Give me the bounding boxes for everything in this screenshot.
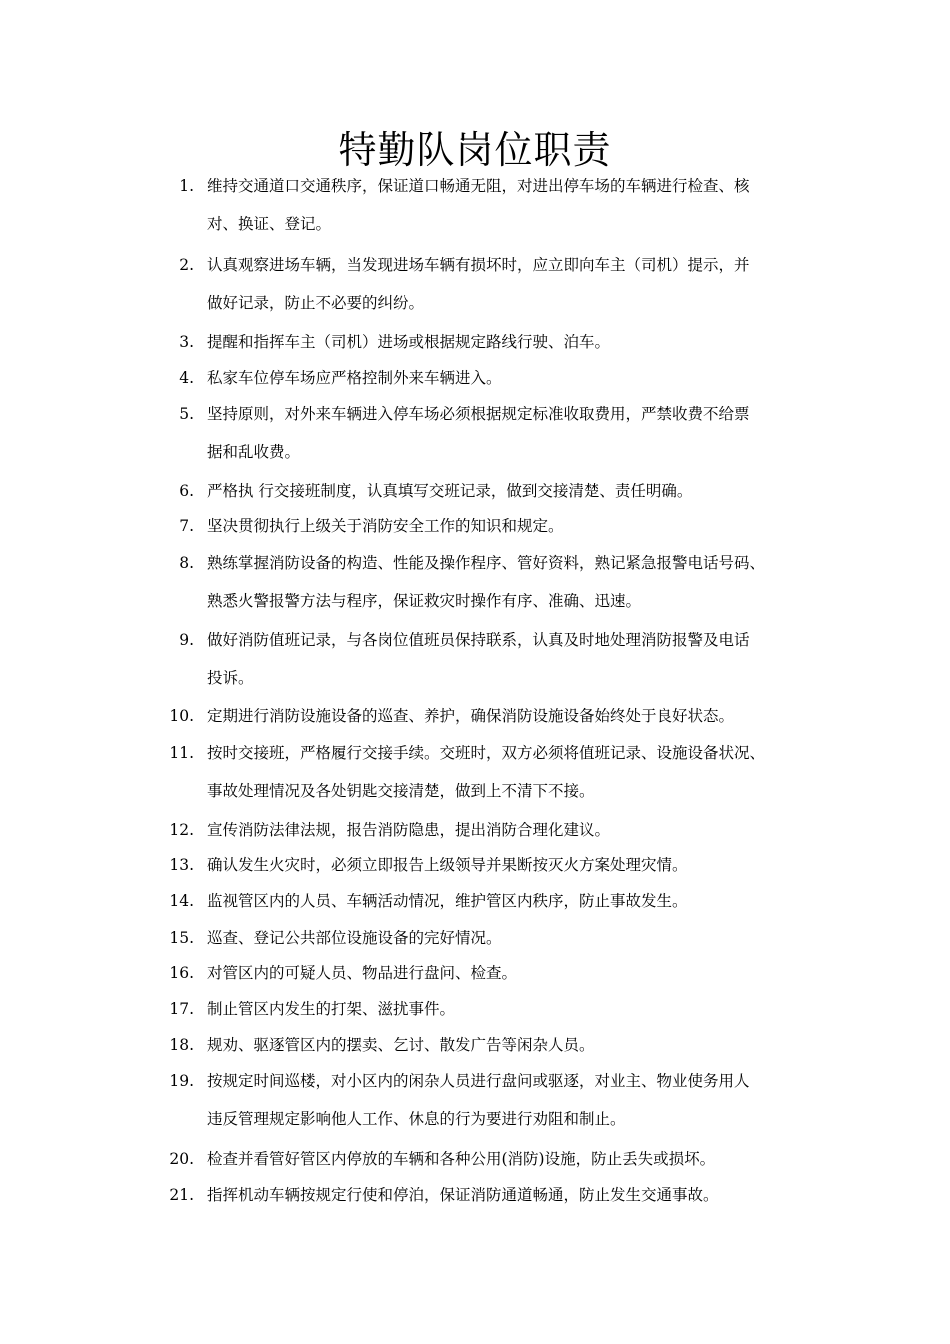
item-text: 坚决贯彻执行上级关于消防安全工作的知识和规定。 <box>207 517 564 535</box>
item-number: 6. <box>179 482 194 500</box>
item-text: 宣传消防法律法规，报告消防隐患，提出消防合理化建议。 <box>207 821 611 839</box>
item-number: 11. <box>169 744 194 762</box>
item-text: 规劝、驱逐管区内的摆卖、乞讨、散发广告等闲杂人员。 <box>207 1036 595 1054</box>
item-number: 12. <box>169 821 194 839</box>
item-text: 指挥机动车辆按规定行使和停泊，保证消防通道畅通，防止发生交通事故。 <box>207 1186 719 1204</box>
item-number: 17. <box>169 1000 194 1018</box>
item-text: 投诉。 <box>207 669 254 687</box>
item-text: 事故处理情况及各处钥匙交接清楚，做到上不清下不接。 <box>207 782 595 800</box>
item-number: 13. <box>169 856 194 874</box>
item-text: 做好消防值班记录，与各岗位值班员保持联系，认真及时地处理消防报警及电话 <box>207 631 750 649</box>
item-text: 按时交接班，严格履行交接手续。交班时，双方必须将值班记录、设施设备状况、 <box>207 744 766 762</box>
item-number: 21. <box>169 1186 194 1204</box>
item-text: 定期进行消防设施设备的巡查、养护，确保消防设施设备始终处于良好状态。 <box>207 707 735 725</box>
item-number: 8. <box>179 554 194 572</box>
item-text: 巡查、登记公共部位设施设备的完好情况。 <box>207 929 502 947</box>
item-number: 2. <box>179 256 194 274</box>
item-number: 4. <box>179 369 194 387</box>
page-title: 特勤队岗位职责 <box>338 128 612 172</box>
item-text: 确认发生火灾时，必须立即报告上级领导并果断按灭火方案处理灾情。 <box>207 856 688 874</box>
item-number: 9. <box>179 631 194 649</box>
item-number: 20. <box>169 1150 194 1168</box>
item-number: 7. <box>179 517 194 535</box>
item-text: 对管区内的可疑人员、物品进行盘问、检查。 <box>207 964 518 982</box>
item-number: 19. <box>169 1072 194 1090</box>
item-number: 15. <box>169 929 194 947</box>
item-text: 做好记录，防止不必要的纠纷。 <box>207 294 425 312</box>
item-text: 坚持原则，对外来车辆进入停车场必须根据规定标准收取费用，严禁收费不给票 <box>207 405 750 423</box>
item-text: 按规定时间巡楼，对小区内的闲杂人员进行盘问或驱逐，对业主、物业使务用人 <box>207 1072 750 1090</box>
item-text: 据和乱收费。 <box>207 443 301 461</box>
item-text: 对、换证、登记。 <box>207 215 332 233</box>
item-number: 1. <box>179 177 194 195</box>
item-number: 3. <box>179 333 194 351</box>
item-number: 18. <box>169 1036 194 1054</box>
item-text: 私家车位停车场应严格控制外来车辆进入。 <box>207 369 502 387</box>
item-text: 熟练掌握消防设备的构造、性能及操作程序、管好资料，熟记紧急报警电话号码、 <box>207 554 766 572</box>
item-text: 提醒和指挥车主（司机）进场或根据规定路线行驶、泊车。 <box>207 333 611 351</box>
item-number: 14. <box>169 892 194 910</box>
item-text: 熟悉火警报警方法与程序，保证救灾时操作有序、准确、迅速。 <box>207 592 642 610</box>
item-text: 违反管理规定影响他人工作、休息的行为要进行劝阻和制止。 <box>207 1110 626 1128</box>
item-number: 16. <box>169 964 194 982</box>
item-text: 严格执 行交接班制度，认真填写交班记录，做到交接清楚、责任明确。 <box>207 482 693 500</box>
item-text: 认真观察进场车辆，当发现进场车辆有损坏时，应立即向车主（司机）提示，并 <box>207 256 750 274</box>
item-text: 维持交通道口交通秩序，保证道口畅通无阻，对进出停车场的车辆进行检查、核 <box>207 177 750 195</box>
item-text: 制止管区内发生的打架、滋扰事件。 <box>207 1000 456 1018</box>
item-number: 5. <box>179 405 194 423</box>
item-text: 监视管区内的人员、车辆活动情况，维护管区内秩序，防止事故发生。 <box>207 892 688 910</box>
item-number: 10. <box>169 707 194 725</box>
item-text: 检查并看管好管区内停放的车辆和各种公用(消防)设施，防止丢失或损坏。 <box>207 1150 716 1168</box>
